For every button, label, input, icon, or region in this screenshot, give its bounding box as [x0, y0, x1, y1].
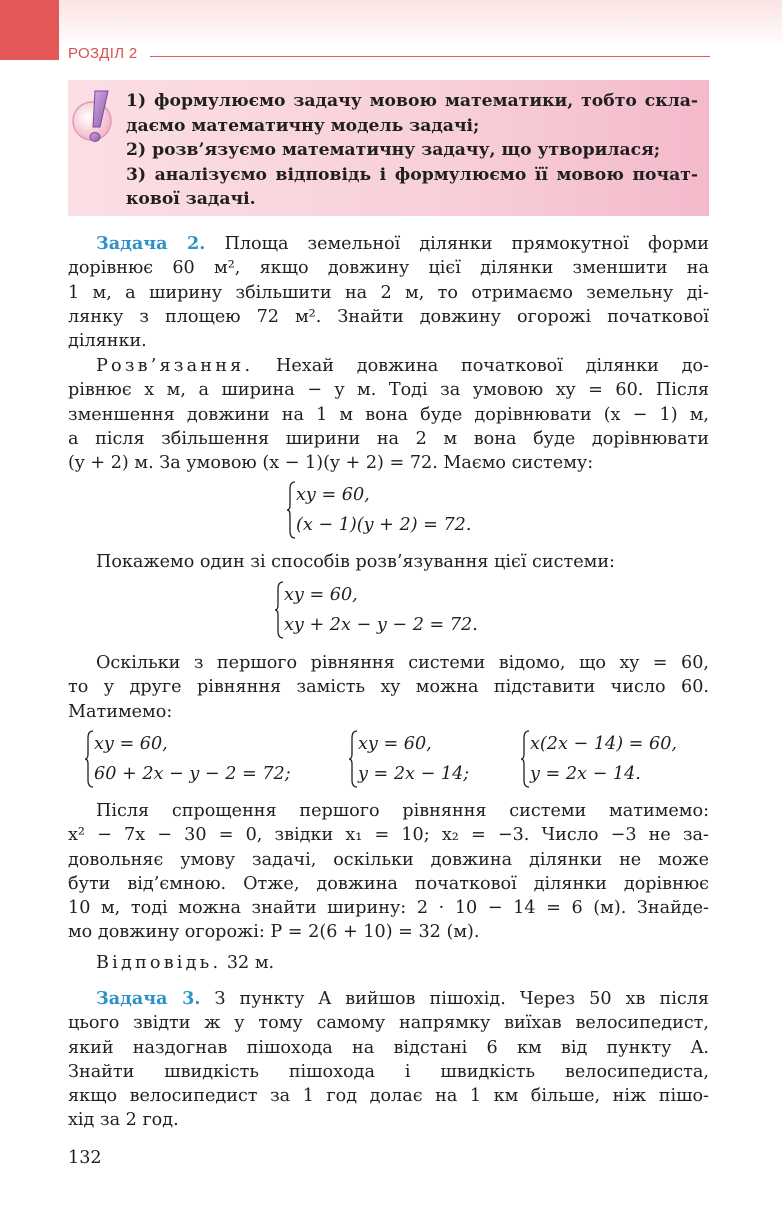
exclamation-icon — [70, 85, 120, 151]
after-paragraph: Після спрощення першого рівняння системи матимемо: x² − 7x − 30 = 0, звідки x₁ = 10; x₂ = −3. Число −3 не за- довольняє умову задачі, оскільки довжина ділянки не може бути від’ємною. Отже, довжина початкової ділянки дорівнює 10 м, тоді можна знайти ширину: 2 · 10 − 14 = 6 (м). Знайде- мо довжину огорожі: P = 2(6 + 10) = 32 (м). — [68, 801, 709, 943]
since-paragraph: Оскільки з першого рівняння системи відомо, що xy = 60, то у друге рівняння замість xy можна підставити число 60. Матимемо: — [68, 653, 709, 722]
system-1 — [286, 480, 471, 540]
task2-paragraph: Задача 2. Площа земельної ділянки прямокутної форми дорівнює 60 м², якщо довжину цієї ділянки зменшити на 1 м, а ширину збільшити на 2 м, то отримаємо земельну ді- лянку з площею 72 м². Знайти довжину огорожі початкової ділянки. — [68, 233, 710, 352]
equation: xy = 60, — [94, 734, 168, 754]
brace-icon — [348, 730, 358, 788]
equation: xy + 2x − y − 2 = 72. — [284, 615, 478, 635]
note-line: кової задачі. — [126, 189, 256, 209]
system-3a — [84, 729, 291, 789]
equation: xy = 60, — [358, 734, 432, 754]
task2-label: Задача 2. — [96, 233, 206, 254]
note-line: 1) формулюємо задачу мовою математики, тобто скла- — [126, 91, 698, 111]
brace-icon — [286, 481, 296, 539]
chapter-rule — [150, 56, 710, 57]
solution-label: Розв’язання. — [96, 356, 254, 376]
header-background — [0, 0, 782, 48]
task3-label: Задача 3. — [96, 988, 201, 1009]
equation: (x − 1)(y + 2) = 72. — [296, 515, 472, 535]
equation: xy = 60, — [296, 485, 370, 505]
answer-paragraph — [68, 951, 709, 975]
answer-label: Відповідь. — [96, 953, 222, 973]
brace-icon — [84, 730, 94, 788]
brace-icon — [520, 730, 530, 788]
brace-icon — [274, 581, 284, 639]
page-number: 132 — [68, 1148, 102, 1168]
task3-paragraph: Задача 3. З пункту A вийшов пішохід. Через 50 хв після цього звідти ж у тому самому напрямку виїхав велосипедист, який наздогнав пішохода на відстані 6 км від пункту A. Знайти швидкість пішохода і швидкість велосипедиста, якщо велосипедист за 1 год долає на 1 км більше, ніж пішо- хід за 2 год. — [68, 988, 709, 1131]
show-paragraph: Покажемо один зі способів розв’язування цієї системи: — [96, 552, 615, 572]
equation: xy = 60, — [284, 585, 358, 605]
system-2 — [274, 580, 478, 640]
equation: y = 2x − 14; — [358, 764, 470, 784]
chapter-corner-tab — [0, 0, 59, 60]
equation: x(2x − 14) = 60, — [530, 734, 677, 754]
equation: 60 + 2x − y − 2 = 72; — [94, 764, 291, 784]
system-3c — [520, 729, 677, 789]
note-line: 2) розв’язуємо математичну задачу, що утворилася; — [126, 140, 661, 160]
answer-value: 32 м. — [221, 953, 275, 973]
equation: y = 2x − 14. — [530, 764, 641, 784]
note-line: даємо математичну модель задачі; — [126, 115, 480, 136]
note-line: 3) аналізуємо відповідь і формулюємо її мовою почат- — [126, 164, 698, 185]
system-3b — [348, 729, 469, 789]
note-box — [68, 80, 709, 216]
note-text — [126, 89, 698, 212]
chapter-label: РОЗДІЛ 2 — [68, 45, 138, 62]
solution-paragraph: Розв’язання. Нехай довжина початкової ділянки до- рівнює x м, а ширина − y м. Тоді за умовою xy = 60. Після зменшення довжини на 1 м вона буде дорівнювати (x − 1) м, а після збільшення ширини на 2 м вона буде дорівнювати (y + 2) м. За умовою (x − 1)(y + 2) = 72. Маємо систему: — [68, 356, 709, 474]
